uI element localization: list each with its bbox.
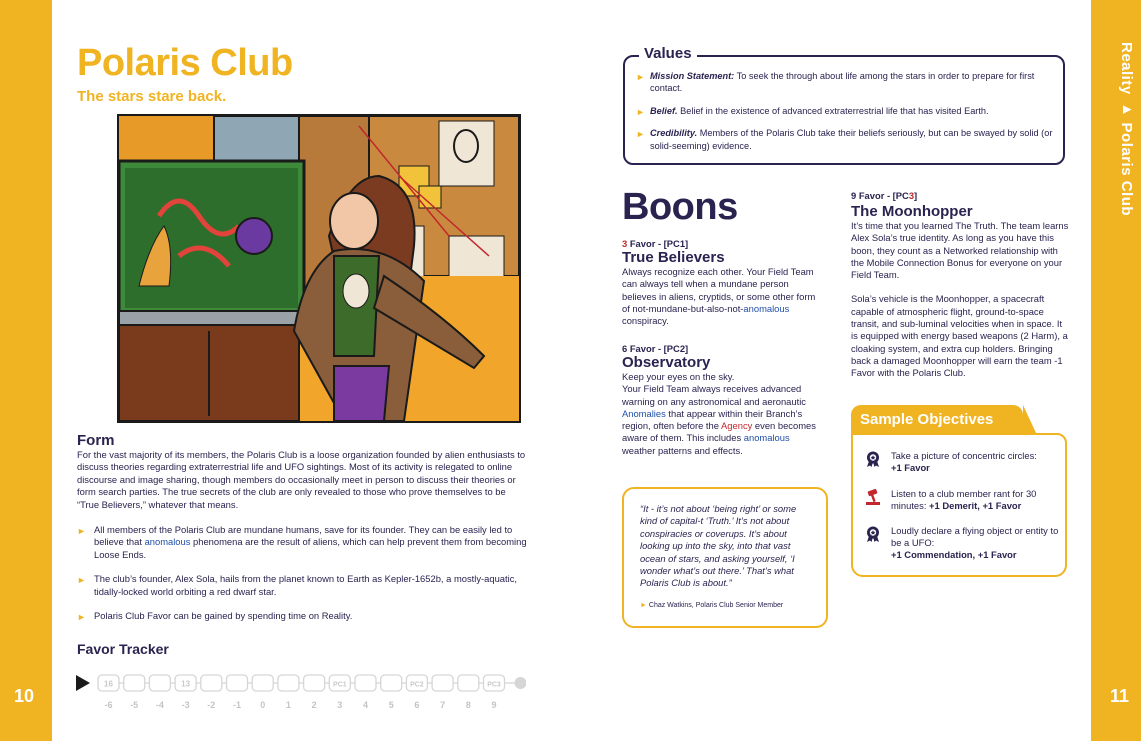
favor-number-label: 6 (414, 700, 420, 710)
form-bullet-item (77, 524, 527, 561)
section-side-title: Reality ▸ Polaris Club (1118, 42, 1135, 217)
values-item-label: Mission Statement: (650, 71, 735, 81)
values-item-text: Belief in the existence of advanced extraterrestrial life that has visited Earth. (677, 105, 989, 116)
favor-box[interactable] (484, 675, 505, 691)
quote-attribution-text: Chaz Watkins, Polaris Club Senior Member (648, 602, 784, 609)
values-item (636, 70, 1058, 95)
boon-name: Observatory (622, 354, 711, 371)
boon-description: Sola’s vehicle is the Moonhopper, a spacecraft capable of atmospheric flight, ground-to-space transit, and sub-luminal velocities when in space. It is equipped with energy based weapons (2 Harm), a cloaking system, and extra cup holders. Bringing back a damaged Moonhopper will earn the team -1 Favor with the Polaris Club. (851, 293, 1068, 379)
bullet-text: Polaris Club Favor can be gained by spending time on Reality. (94, 610, 353, 622)
left-page-bar (0, 0, 52, 741)
favor-number-label: -1 (232, 700, 242, 710)
favor-number-label: -4 (155, 700, 164, 710)
favor-box[interactable] (124, 675, 145, 691)
boon-text: that appear within their Branch’s region, often before the (622, 407, 803, 432)
triangle-bullet-icon: ► (636, 72, 645, 82)
boon-intro: Keep your eyes on the sky. (622, 371, 735, 382)
boon-text: Your Field Team always receives advanced warning on any astronomical and aeronautic (622, 383, 806, 407)
boon-cost-label: ] (914, 190, 918, 201)
bullet-text: All members of the Polaris Club are mundane humans, save for its founder. They can be easily led to believe that (94, 524, 513, 548)
values-item-label: Credibility. (650, 128, 698, 139)
boon-name: The Moonhopper (851, 203, 973, 220)
objective-reward: +1 Favor (891, 462, 930, 474)
favor-number-label: -2 (207, 700, 216, 710)
bullet-text: The club’s founder, Alex Sola, hails from the planet known to Earth as Kepler-1652b, a mostly-aquatic, tidally-locked world orbiting a red dwarf star. (94, 573, 517, 597)
favor-box[interactable] (406, 675, 427, 691)
boons-heading: Boons (622, 186, 738, 228)
favor-box[interactable] (252, 675, 273, 691)
favor-number-label: 8 (465, 700, 471, 710)
favor-box-label: 13 (181, 679, 191, 689)
favor-number-label: 1 (285, 700, 291, 710)
play-arrow-icon (76, 675, 90, 691)
favor-box[interactable] (201, 675, 222, 691)
form-bullet-list (77, 524, 527, 634)
objective-reward: +1 Demerit, +1 Favor (929, 500, 1022, 512)
quote-attribution (640, 602, 783, 609)
favor-box[interactable] (278, 675, 299, 691)
triangle-bullet-icon: ► (636, 129, 645, 140)
gavel-icon (864, 488, 882, 506)
keyword-link[interactable]: anomalous (743, 302, 790, 314)
favor-number-label: -5 (130, 700, 139, 710)
boon-cost-label: Favor - [PC1] (627, 238, 689, 249)
favor-box-label: PC3 (487, 681, 501, 689)
boon-text: weather patterns and effects. (622, 444, 743, 456)
favor-box[interactable] (432, 675, 453, 691)
favor-number-label: -6 (104, 700, 113, 710)
boon-text: Always recognize each other. Your Field Team can always tell when a mundane person believes in aliens, cryptids, or some other form of not-mundane-but-also-not- (622, 266, 816, 314)
values-list (636, 70, 1058, 162)
favor-tracker-heading: Favor Tracker (77, 641, 169, 657)
bullet-text: phenomena are the result of aliens, which can help prevent them from becoming Loose Ends. (94, 536, 527, 560)
club-illustration (117, 114, 521, 423)
keyword-link[interactable]: anomalous (743, 432, 790, 444)
form-bullet-item (77, 573, 527, 598)
form-description: For the vast majority of its members, the Polaris Club is a loose organization founded by alien enthusiasts to discuss theories regarding extraterrestrial life and UFO sightings. Most of its activity is relegated to online discourse and image sharing, though members do occasionally meet in person to discuss their theories or form search parties. The true secrets of the club are only revealed to those who prove themselves to be “True Believers,” whatever that means. (77, 449, 526, 510)
boon-text: even becomes aware of them. This includes (622, 420, 816, 444)
values-item (636, 105, 1058, 117)
favor-box[interactable] (329, 675, 350, 691)
objective-task: Take a picture of concentric circles: (891, 450, 1037, 461)
boon-cost-number: 3 (622, 238, 628, 249)
favor-box[interactable] (458, 675, 479, 691)
boon-cost-number: 3 (908, 190, 915, 201)
page-number-left: 10 (14, 686, 35, 706)
values-item-label: Belief. (650, 105, 678, 116)
favor-number-label: 3 (337, 700, 343, 710)
favor-box-label: PC2 (410, 681, 424, 689)
values-item (636, 127, 1058, 152)
triangle-bullet-icon: ► (640, 602, 647, 609)
objectives-heading: Sample Objectives (860, 411, 994, 428)
ribbon-medal-icon (864, 450, 882, 468)
favor-number-label: 9 (491, 700, 497, 710)
favor-number-label: 4 (362, 700, 369, 710)
boon-text: conspiracy. (622, 315, 669, 327)
triangle-bullet-icon: ► (77, 526, 86, 536)
favor-tracker[interactable] (76, 674, 526, 714)
favor-number-label: 7 (440, 700, 446, 710)
triangle-bullet-icon: ► (636, 106, 645, 117)
objective-text (891, 450, 1067, 474)
page-number-right: 11 (1109, 686, 1129, 706)
values-heading: Values (639, 45, 697, 62)
boon-true-believers (622, 238, 822, 327)
values-item-text: Members of the Polaris Club take their beliefs seriously, but can be swayed by solid (or solid-seeming) evidence. (650, 128, 1053, 151)
boon-observatory (622, 343, 822, 457)
favor-box[interactable] (355, 675, 376, 691)
keyword-link[interactable]: Anomalies (622, 407, 666, 419)
values-item-text: To seek the through about life among the stars in order to prepare for first contact. (650, 71, 1035, 94)
boon-description: It’s time that you learned The Truth. The team learns Alex Sola’s true identity. As long as you have this boon, they count as a Networked relationship with the Mobile Connection Bonus for everyone on your Field Team. (851, 220, 1069, 281)
boon-cost (851, 190, 1069, 202)
favor-number-label: 0 (260, 700, 266, 710)
ribbon-medal-icon (864, 525, 882, 543)
page-subtitle: The stars stare back. (77, 88, 227, 105)
keyword-link[interactable]: anomalous (144, 536, 191, 548)
objective-text (891, 525, 1067, 562)
favor-box[interactable] (304, 675, 325, 691)
boon-cost-label: Favor - [PC2] (627, 343, 689, 354)
boon-name: True Believers (622, 249, 725, 266)
favor-box[interactable] (175, 675, 196, 691)
form-heading: Form (77, 432, 115, 449)
boon-cost-label: 9 Favor - [PC (851, 190, 909, 201)
boon-cost-number: 6 (622, 343, 628, 354)
triangle-bullet-icon: ► (77, 575, 86, 586)
triangle-bullet-icon: ► (77, 612, 86, 623)
favor-number-label: 5 (388, 700, 394, 710)
objective-task: Loudly declare a flying object or entity to be a UFO: (891, 525, 1059, 549)
favor-box[interactable] (98, 675, 119, 691)
favor-end-marker (515, 677, 527, 689)
boon-description (622, 383, 822, 457)
objective-task: Listen to a club member rant for 30 minutes: (891, 488, 1037, 512)
favor-box[interactable] (227, 675, 248, 691)
objective-text (891, 488, 1067, 512)
quote-text: “It - it’s not about ‘being right’ or some kind of capital-t ‘Truth.’ It’s not about conspiracies or coverups. It’s about looking up into the sky, into that vast ocean of stars, and asking yourself, ‘I wonder what’s out there.’ That’s what Polaris Club is about.” (640, 503, 797, 589)
favor-number-label: 2 (311, 700, 317, 710)
favor-number-label: -3 (181, 700, 190, 710)
objective-reward: +1 Commendation, +1 Favor (891, 549, 1017, 561)
boon-moonhopper (851, 190, 1069, 380)
page-title: Polaris Club (77, 42, 293, 84)
form-bullet-item (77, 610, 527, 622)
keyword-link[interactable]: Agency (721, 420, 753, 432)
favor-box-label: PC1 (332, 681, 347, 689)
boon-description (622, 266, 822, 327)
favor-box[interactable] (381, 675, 402, 691)
quote-box (622, 487, 828, 628)
favor-box[interactable] (149, 675, 170, 691)
favor-box-label: 16 (104, 679, 113, 689)
